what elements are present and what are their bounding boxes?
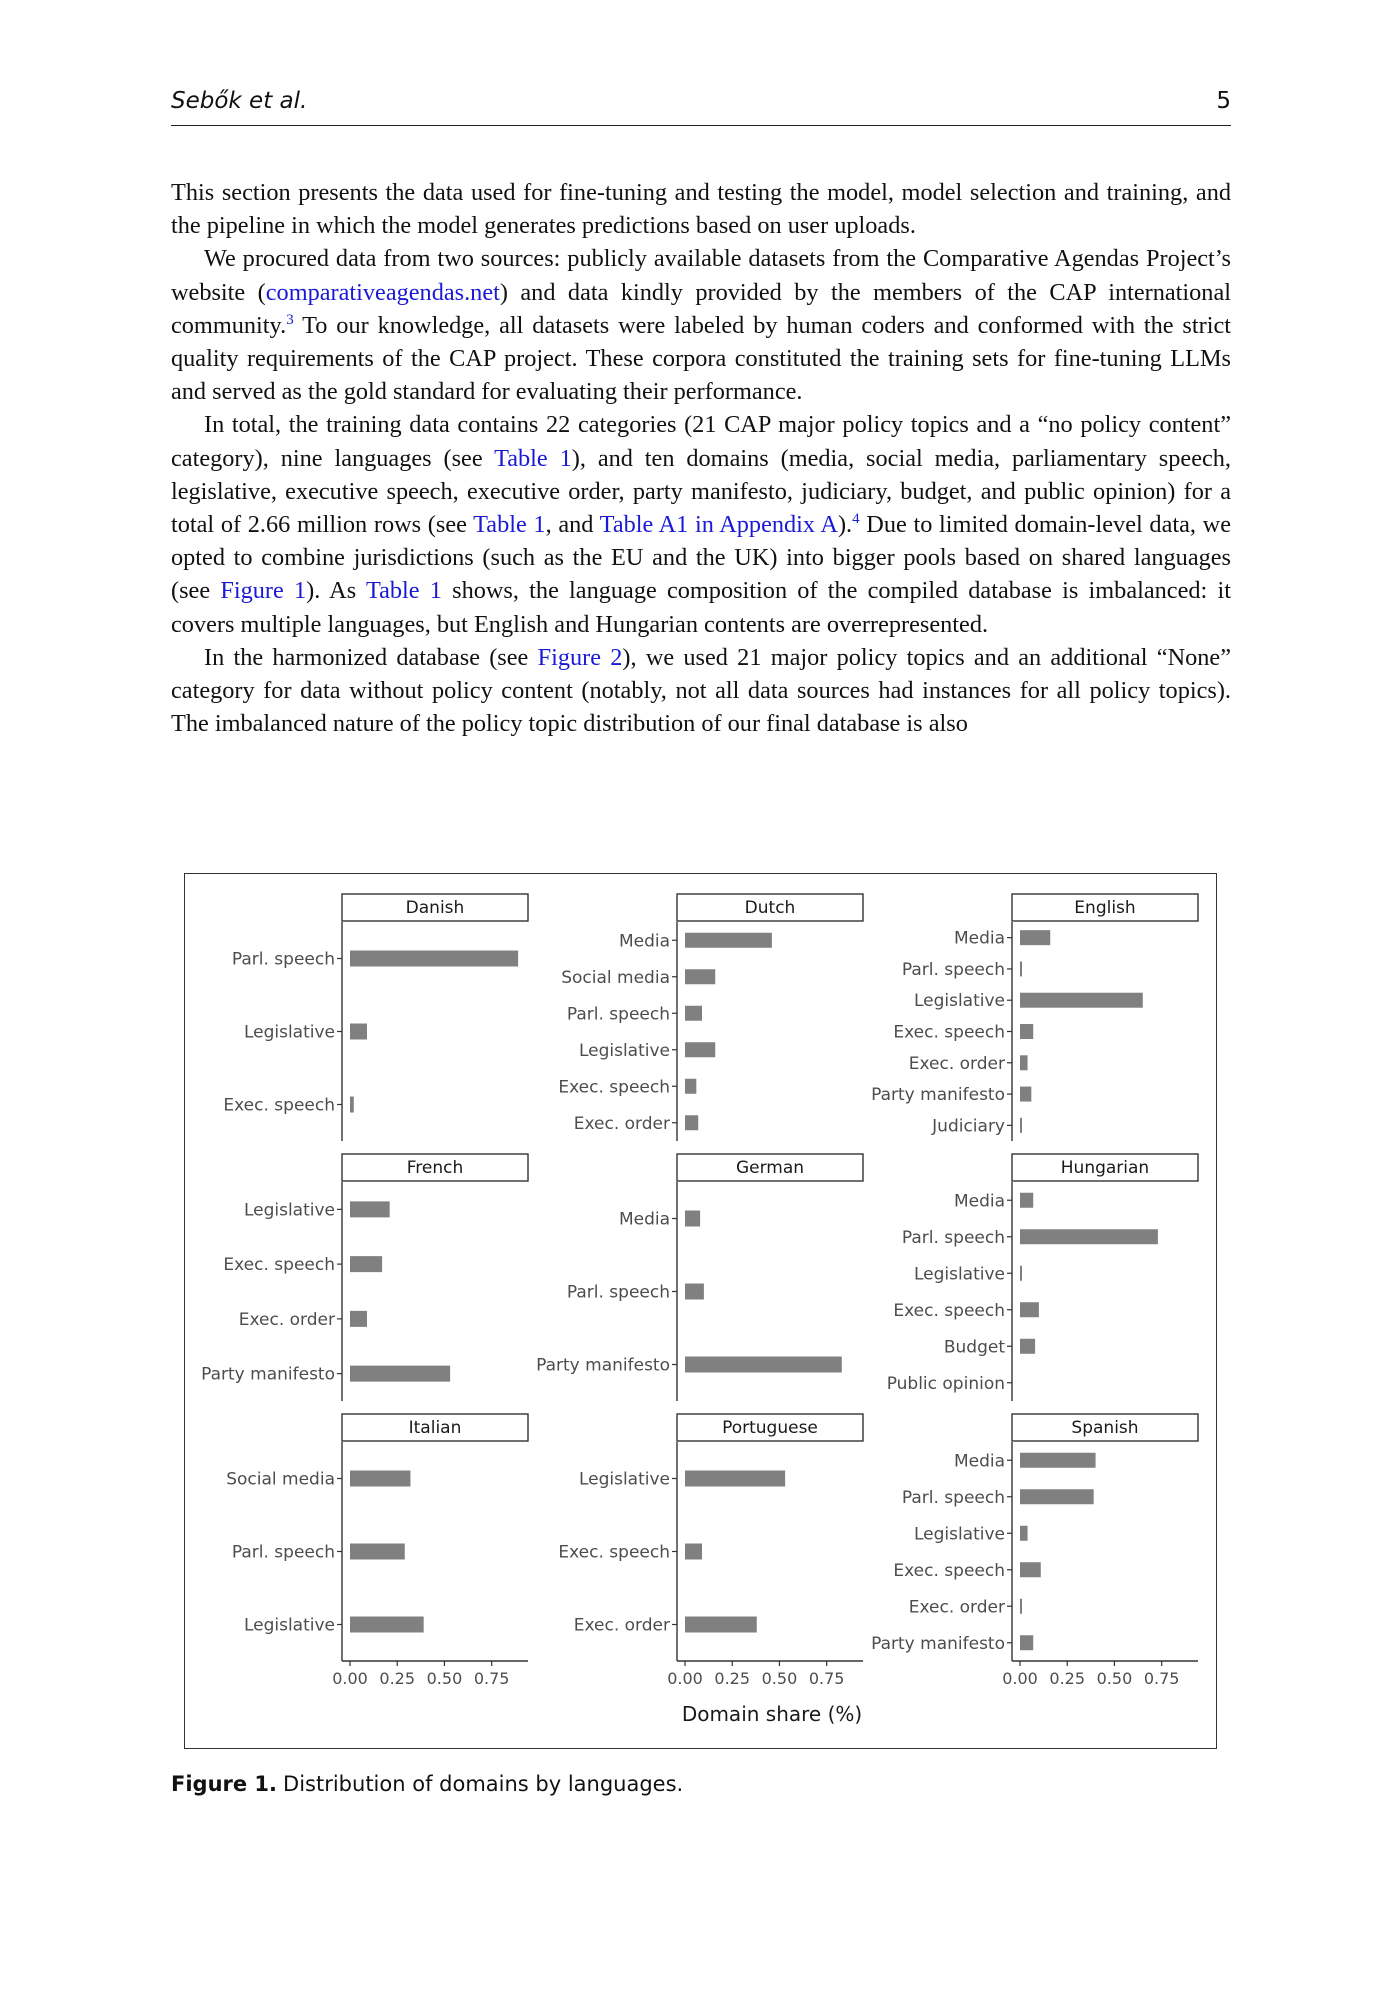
text-run: To our knowledge, all datasets were labeled by human coders and conformed with the strict quality requirements of the CAP project. These corpora constituted the training sets for fine-tuning LLMs and served as the gold standard for evaluating their performance. — [171, 311, 1231, 406]
facet-title: Dutch — [744, 898, 796, 918]
category-label: Legislative — [243, 1022, 335, 1043]
category-label: Parl. speech — [901, 1227, 1005, 1248]
footnote-ref[interactable]: 4 — [852, 510, 860, 527]
x-tick-label: 0.00 — [667, 1669, 703, 1688]
cross-reference-link[interactable]: Figure 1 — [220, 577, 307, 605]
category-label: Parl. speech — [231, 1542, 335, 1563]
category-label: Parl. speech — [231, 949, 335, 970]
category-label: Exec. speech — [223, 1095, 335, 1116]
cross-reference-link[interactable]: Table 1 — [494, 444, 572, 472]
bar — [350, 1256, 382, 1272]
bar — [1020, 1055, 1028, 1070]
cross-reference-link[interactable]: comparativeagendas.net — [265, 278, 500, 306]
category-label: Party manifesto — [536, 1355, 670, 1376]
category-label: Exec. speech — [893, 1300, 1005, 1321]
bar — [1020, 1266, 1022, 1281]
body-paragraph — [171, 408, 1231, 640]
body-paragraph — [171, 176, 1231, 242]
category-label: Parl. speech — [901, 1487, 1005, 1508]
bar — [685, 1042, 715, 1057]
category-label: Social media — [226, 1469, 335, 1490]
bar — [685, 969, 715, 984]
page-number: 5 — [1216, 88, 1231, 114]
domain-share-chart — [185, 874, 1218, 1750]
category-label: Exec. speech — [558, 1077, 670, 1098]
figure-caption-label: Figure 1. — [171, 1772, 278, 1796]
bar — [350, 1617, 424, 1633]
bar — [1020, 1562, 1041, 1577]
body-paragraph — [171, 641, 1231, 741]
category-label: Social media — [561, 967, 670, 988]
category-label: Exec. order — [238, 1309, 335, 1330]
x-tick-label: 0.50 — [761, 1669, 798, 1688]
bar — [1020, 1229, 1158, 1244]
body-paragraph — [171, 242, 1231, 408]
bar — [1020, 993, 1143, 1008]
x-tick-label: 0.75 — [808, 1669, 845, 1688]
cross-reference-link[interactable]: Table 1 — [365, 577, 442, 605]
text-run: We procured data from two sources: publicly available datasets from the Comparative Agendas Project’s website ( — [171, 245, 1231, 306]
category-label: Parl. speech — [566, 1282, 670, 1303]
bar — [685, 1115, 698, 1130]
bar — [1020, 1302, 1039, 1317]
x-tick-label: 0.00 — [332, 1669, 368, 1688]
bar — [1020, 1193, 1033, 1208]
category-label: Media — [953, 1451, 1005, 1472]
figure-caption — [171, 1772, 683, 1796]
facet-title: French — [406, 1158, 464, 1178]
category-label: Exec. speech — [893, 1022, 1005, 1043]
bar — [685, 1284, 704, 1300]
text-run: , and — [545, 511, 600, 539]
cross-reference-link[interactable]: Table A1 in Appendix A — [599, 511, 838, 539]
text-run: shows, the language composition of the compiled database is imbalanced: it covers multiple languages, but English and Hungarian contents are overrepresented. — [171, 577, 1231, 638]
bar — [1020, 1118, 1022, 1133]
bar — [685, 1471, 785, 1487]
bar — [1020, 1339, 1035, 1354]
category-label: Media — [953, 1191, 1005, 1212]
category-label: Judiciary — [932, 1116, 1005, 1137]
category-label: Exec. speech — [223, 1255, 335, 1276]
bar — [1020, 1024, 1033, 1039]
category-label: Legislative — [578, 1469, 670, 1490]
category-label: Exec. speech — [558, 1542, 670, 1563]
bar — [1020, 1453, 1096, 1468]
facet-title: English — [1074, 898, 1136, 918]
bar — [1020, 1526, 1028, 1541]
bar — [1020, 1599, 1022, 1614]
bar — [1020, 961, 1022, 976]
text-run: ). As — [306, 577, 366, 605]
text-run: This section presents the data used for fine-tuning and testing the model, model selection and training, and the pipeline in which the model generates predictions based on user uploads. — [171, 179, 1231, 240]
footnote-ref[interactable]: 3 — [286, 311, 294, 328]
bar — [685, 1079, 696, 1094]
category-label: Media — [618, 931, 670, 952]
facet-title: Hungarian — [1060, 1158, 1150, 1178]
cross-reference-link[interactable]: Table 1 — [473, 511, 546, 539]
category-label: Party manifesto — [871, 1633, 1005, 1654]
bar — [350, 1366, 450, 1382]
category-label: Legislative — [243, 1200, 335, 1221]
text-run: In total, the training data contains 22 categories (21 CAP major policy topics and a “no policy content” category), nine languages (see — [171, 411, 1231, 472]
facet-title: Portuguese — [722, 1418, 818, 1438]
bar — [685, 1544, 702, 1560]
category-label: Public opinion — [886, 1373, 1005, 1394]
bar — [350, 951, 518, 967]
bar — [685, 933, 772, 948]
facet-title: German — [735, 1158, 805, 1178]
category-label: Exec. speech — [893, 1560, 1005, 1581]
category-label: Parl. speech — [566, 1004, 670, 1025]
category-label: Legislative — [913, 1524, 1005, 1545]
x-tick-label: 0.25 — [379, 1669, 416, 1688]
bar — [1020, 930, 1050, 945]
x-tick-label: 0.75 — [1143, 1669, 1180, 1688]
figure-1 — [184, 873, 1217, 1749]
bar — [685, 1006, 702, 1021]
x-tick-label: 0.50 — [1096, 1669, 1133, 1688]
x-tick-label: 0.75 — [473, 1669, 510, 1688]
bar — [1020, 1489, 1094, 1504]
header-rule — [171, 125, 1231, 126]
category-label: Legislative — [578, 1040, 670, 1061]
text-run: ) and data kindly provided by the members of the CAP international community. — [171, 278, 1231, 339]
category-label: Budget — [943, 1337, 1005, 1358]
bar — [350, 1471, 410, 1487]
category-label: Exec. order — [908, 1053, 1005, 1074]
x-tick-label: 0.25 — [714, 1669, 751, 1688]
bar — [350, 1311, 367, 1327]
x-axis-title: Domain share (%) — [681, 1702, 863, 1726]
category-label: Party manifesto — [201, 1364, 335, 1385]
facet-title: Italian — [408, 1418, 462, 1438]
running-head-authors: Sebők et al. — [171, 88, 308, 114]
text-run: ), and ten domains (media, social media, parliamentary speech, legislative, executive speech, executive order, party manifesto, judiciary, budget, and public opinion) for a total of 2.66 million rows (see — [171, 444, 1231, 539]
bar — [1020, 1635, 1033, 1650]
x-tick-label: 0.25 — [1049, 1669, 1086, 1688]
bar — [350, 1024, 367, 1040]
category-label: Media — [618, 1209, 670, 1230]
x-tick-label: 0.50 — [426, 1669, 463, 1688]
bar — [685, 1211, 700, 1227]
category-label: Legislative — [913, 991, 1005, 1012]
bar — [1020, 1087, 1031, 1102]
text-run: ), we used 21 major policy topics and an additional “None” category for data without policy content (notably, not all data sources had instances for all policy topics). The imbalanced nature of the policy topic distribution of our final database is also — [171, 643, 1231, 738]
bar — [685, 1357, 842, 1373]
facet-title: Spanish — [1071, 1418, 1139, 1438]
cross-reference-link[interactable]: Figure 2 — [537, 643, 623, 671]
x-tick-label: 0.00 — [1002, 1669, 1038, 1688]
text-run: ). — [837, 511, 853, 539]
bar — [350, 1201, 390, 1217]
figure-caption-text: Distribution of domains by languages. — [283, 1772, 684, 1796]
category-label: Legislative — [913, 1264, 1005, 1285]
category-label: Party manifesto — [871, 1085, 1005, 1106]
category-label: Exec. order — [573, 1615, 670, 1636]
body-text — [171, 176, 1231, 740]
category-label: Parl. speech — [901, 959, 1005, 980]
bar — [685, 1617, 757, 1633]
bar — [350, 1544, 405, 1560]
category-label: Media — [953, 928, 1005, 949]
category-label: Exec. order — [908, 1597, 1005, 1618]
text-run: Due to limited domain-level data, we opted to combine jurisdictions (such as the EU and the UK) into bigger pools based on shared languages (see — [171, 511, 1231, 605]
bar — [350, 1097, 354, 1113]
text-run: In the harmonized database (see — [204, 643, 538, 671]
category-label: Legislative — [243, 1615, 335, 1636]
category-label: Exec. order — [573, 1113, 670, 1134]
facet-title: Danish — [405, 898, 465, 918]
